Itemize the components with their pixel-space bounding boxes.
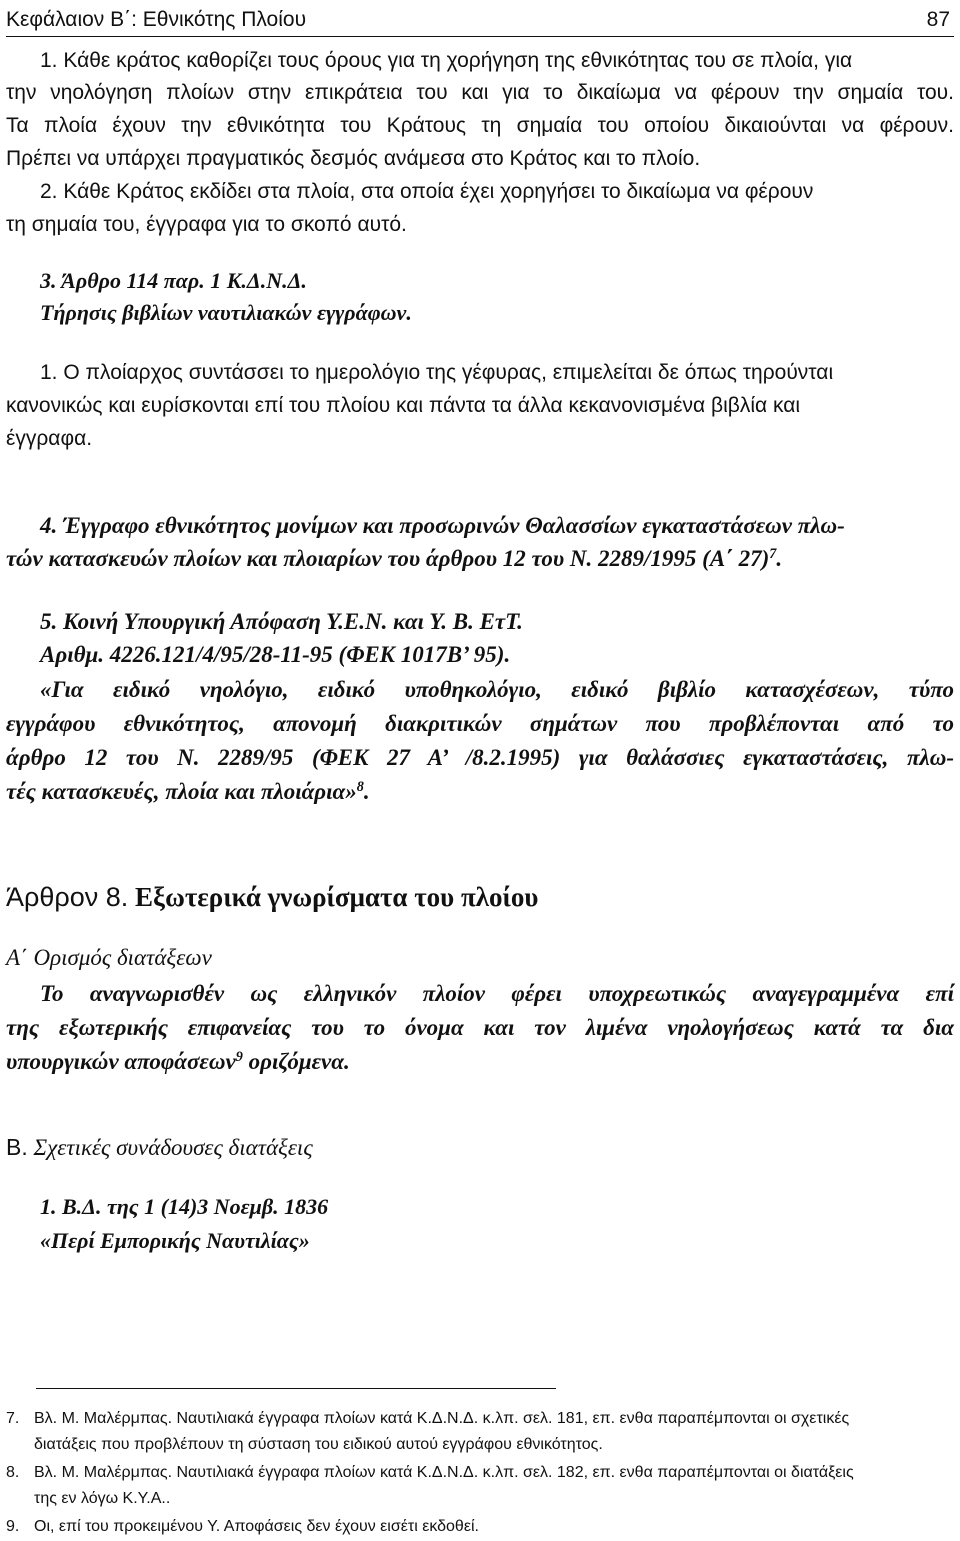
paragraph-line: Τα πλοία έχουν την εθνικότητα του Κράτους τη σημαία του οποίου δικαιούνται να φέρουν.: [6, 114, 954, 137]
paragraph-line: τη σημαία του, έγγραφα για το σκοπό αυτό.: [6, 213, 407, 236]
paragraph-line: 1. Ο πλοίαρχος συντάσσει το ημερολόγιο της γέφυρας, επιμελείται δε όπως τηρούνται: [40, 361, 834, 384]
running-header: [6, 4, 954, 37]
paragraph-line: Πρέπει να υπάρχει πραγματικός δεσμός ανάμεσα στο Κράτος και το πλοίο.: [6, 147, 701, 170]
section-subheading: Τήρησις βιβλίων ναυτιλιακών εγγράφων.: [40, 300, 412, 325]
reference-line: 1. Β.Δ. της 1 (14)3 Νοεμβ. 1836: [40, 1194, 329, 1219]
footnote-7: 7. Βλ. Μ. Μαλέρμπας. Ναυτιλιακά έγγραφα πλοίων κατά Κ.Δ.Ν.Δ. κ.λπ. σελ. 181, επ. ενθα παραπέμπονται οι σχετικές: [6, 1410, 850, 1427]
footnote-8-continued: της εν λόγω Κ.Υ.Α..: [34, 1490, 171, 1507]
page-number: 87: [926, 8, 950, 31]
footnote-ref[interactable]: 9: [235, 1049, 243, 1066]
article-subheading: Α΄ Ορισμός διατάξεων: [6, 945, 212, 970]
quoted-line: τές κατασκευές, πλοία και πλοιάρια»$^8$.: [6, 779, 370, 804]
footnote-7-continued: διατάξεις που προβλέπουν τη σύσταση του ειδικού αυτού εγγράφου εθνικότητος.: [34, 1436, 603, 1453]
footnote-ref[interactable]: 7: [769, 546, 777, 563]
article-text-line: υπουργικών αποφάσεων$^9$ οριζόμενα.: [6, 1049, 350, 1074]
article-text-line: Το αναγνωρισθέν ως ελληνικόν πλοίον φέρει υποχρεωτικώς αναγεγραμμένα επί: [40, 981, 954, 1006]
quoted-line: άρθρο 12 του Ν. 2289/95 (ΦΕΚ 27 Α’ /8.2.1995) για θαλάσσιες εγκαταστάσεις, πλω-: [6, 745, 954, 770]
paragraph-line: την νηολόγηση πλοίων στην επικράτεια του και για το δικαίωμα να φέρουν την σημαία του.: [6, 81, 954, 104]
footnote-ref[interactable]: 8: [356, 779, 364, 796]
paragraph-line: 1. Κάθε κράτος καθορίζει τους όρους για τη χορήγηση της εθνικότητας του σε πλοία, για: [40, 49, 853, 72]
footnote-separator: [36, 1388, 556, 1389]
footnote-9: 9. Οι, επί του προκειμένου Υ. Αποφάσεις δεν έχουν εισέτι εκδοθεί.: [6, 1518, 479, 1535]
footnote-8: 8. Βλ. Μ. Μαλέρμπας. Ναυτιλιακά έγγραφα πλοίων κατά Κ.Δ.Ν.Δ. κ.λπ. σελ. 182, επ. ενθα παραπέμπονται οι διατάξεις: [6, 1464, 854, 1481]
section-heading: Β. Σχετικές συνάδουσες διατάξεις: [6, 1134, 313, 1160]
quoted-line: «Για ειδικό νηολόγιο, ειδικό υποθηκολόγιο, ειδικό βιβλίο κατασχέσεων, τύπο: [40, 677, 954, 702]
paragraph-line: 2. Κάθε Κράτος εκδίδει στα πλοία, στα οποία έχει χορηγήσει το δικαίωμα να φέρουν: [40, 180, 814, 203]
paragraph-line: έγγραφα.: [6, 427, 93, 450]
reference-line: «Περί Εμπορικής Ναυτιλίας»: [40, 1228, 310, 1253]
section-heading: 5. Κοινή Υπουργική Απόφαση Υ.Ε.Ν. και Υ. Β. ΕτΤ.: [40, 609, 523, 634]
article-heading: Άρθρον 8. Εξωτερικά γνωρίσματα του πλοίου: [6, 882, 539, 912]
chapter-title: Κεφάλαιον Β΄: Εθνικότης Πλοίου: [6, 8, 307, 31]
section-heading-continued: τών κατασκευών πλοίων και πλοιαρίων του άρθρου 12 του Ν. 2289/1995 (Α΄ 27)$^7$.: [6, 546, 783, 571]
section-heading: 4. Έγγραφο εθνικότητος μονίμων και προσωρινών Θαλασσίων εγκαταστάσεων πλω-: [40, 513, 845, 538]
quoted-line: εγγράφου εθνικότητος, απονομή διακριτικών σημάτων που προβλέπονται από το: [6, 711, 954, 736]
section-heading: 3. Άρθρο 114 παρ. 1 Κ.Δ.Ν.Δ.: [40, 268, 307, 293]
article-text-line: της εξωτερικής επιφανείας του το όνομα και τον λιμένα νηολογήσεως κατά τα δια: [6, 1015, 954, 1040]
paragraph-line: κανονικώς και ευρίσκονται επί του πλοίου και πάντα τα άλλα κεκανονισμένα βιβλία και: [6, 394, 801, 417]
section-subheading: Αριθμ. 4226.121/4/95/28-11-95 (ΦΕΚ 1017Β’ 95).: [40, 642, 511, 667]
